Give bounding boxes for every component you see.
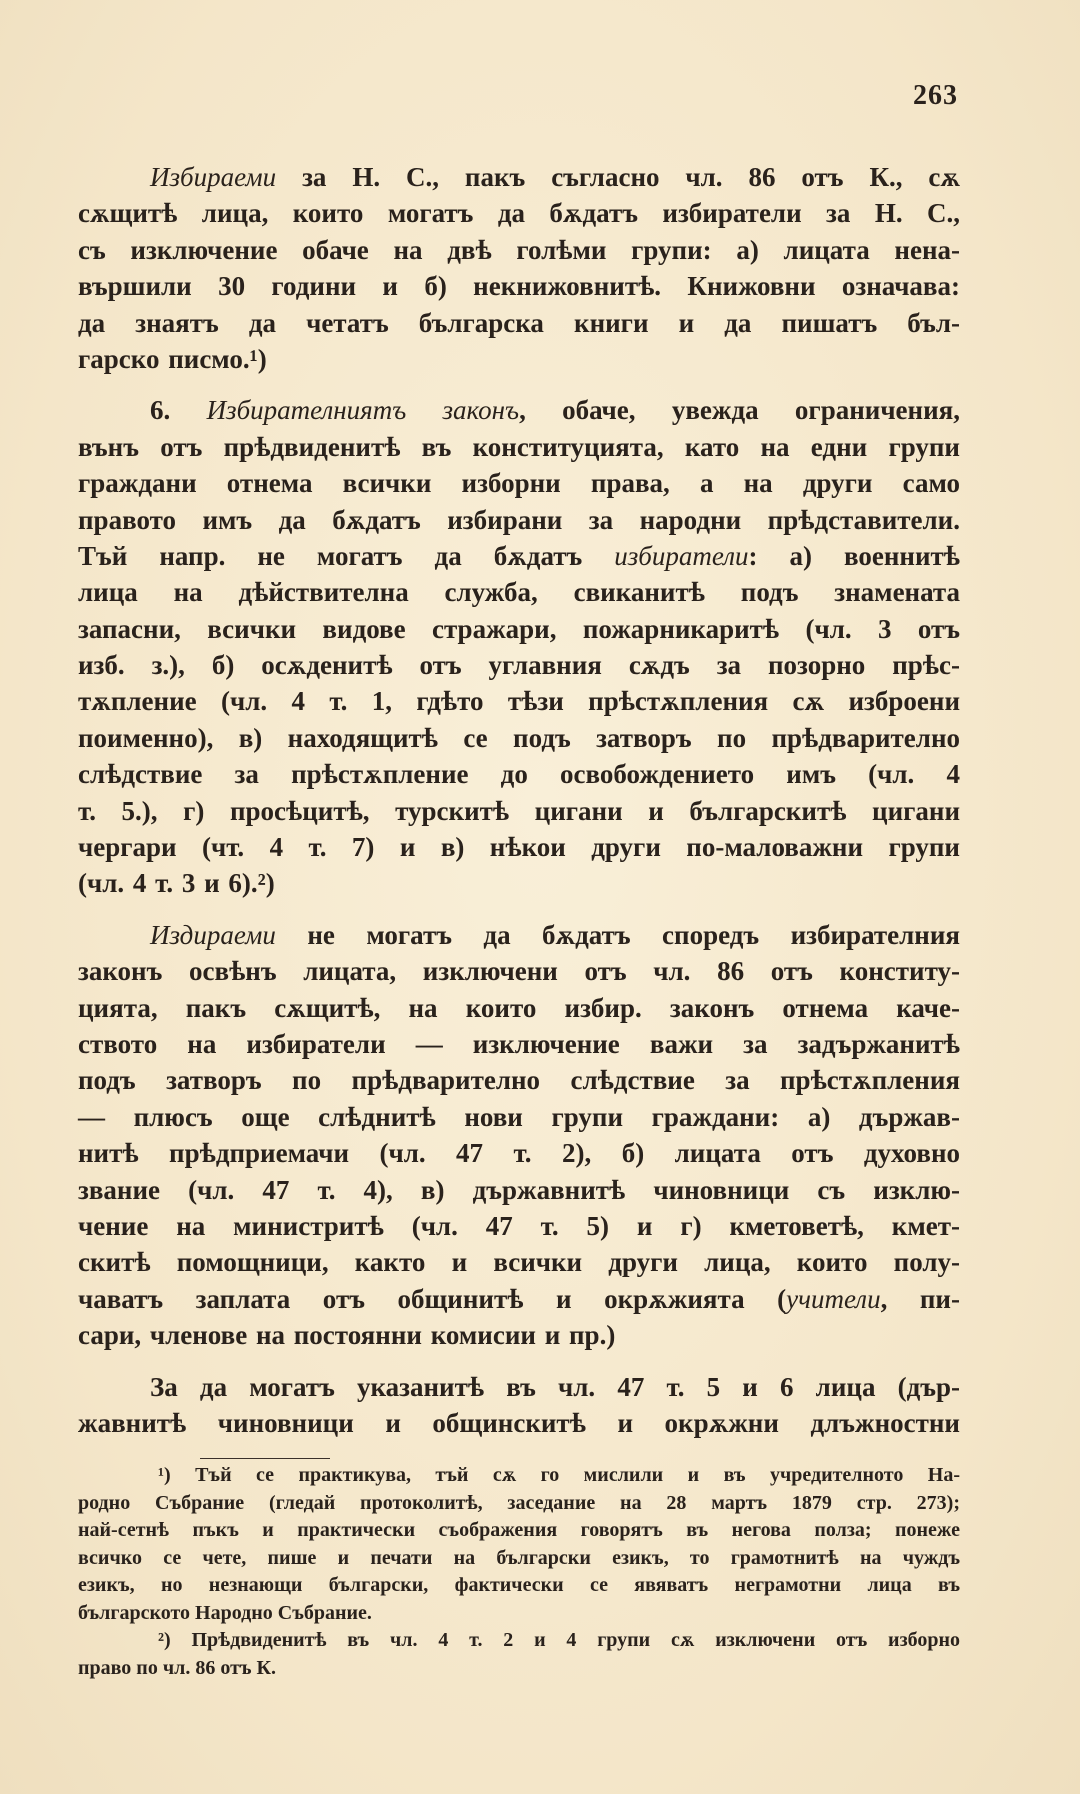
footnote-line: най-сетнѣ пъкъ и практически съображения говорятъ въ негова полза; понеже <box>78 1519 960 1541</box>
text-line <box>78 232 960 268</box>
text-line <box>78 953 960 989</box>
text-line <box>78 793 960 829</box>
italic-term: избиратели <box>614 540 749 571</box>
text-line <box>78 756 960 792</box>
text-segment: т. 5.), г) просѣцитѣ, турскитѣ цигани и българскитѣ цигани <box>78 795 960 826</box>
text-line <box>78 1244 960 1280</box>
text-segment: подъ затворъ по прѣдварително слѣдствие за прѣстѫпления <box>78 1065 960 1096</box>
text-line <box>78 1099 960 1135</box>
text-segment: : а) военнитѣ <box>748 540 960 571</box>
text-line <box>78 1405 960 1441</box>
text-segment: Тъй напр. не могатъ да бѫдатъ <box>78 540 615 571</box>
text-line <box>78 429 960 465</box>
text-segment: тѫпление (чл. 4 т. 1, гдѣто тѣзи прѣстѫпления сѫ изброени <box>78 686 960 717</box>
text-segment: , пи- <box>880 1283 960 1314</box>
text-segment: 6. <box>150 395 207 426</box>
text-line <box>78 574 960 610</box>
text-line <box>78 538 960 574</box>
text-line <box>78 647 960 683</box>
paragraph <box>78 1369 960 1442</box>
text-segment: — плюсъ още слѣднитѣ нови групи граждани: а) държав- <box>78 1101 960 1132</box>
text-segment: (чл. 4 т. 3 и 6).²) <box>78 868 275 899</box>
text-segment: ството на избиратели — изключение важи за задържанитѣ <box>78 1028 960 1059</box>
text-segment: запасни, всички видове стражари, пожарникаритѣ (чл. 3 отъ <box>78 613 960 644</box>
text-line <box>78 268 960 304</box>
text-line <box>78 990 960 1026</box>
text-segment: граждани отнема всички изборни права, а на други само <box>78 468 960 499</box>
text-segment: чаватъ заплата отъ общинитѣ и окрѫжията ( <box>78 1283 787 1314</box>
paragraph <box>78 159 960 377</box>
text-segment: нитѣ прѣдприемачи (чл. 47 т. 2), б) лицата отъ духовно <box>78 1138 960 1169</box>
text-line <box>78 683 960 719</box>
text-line <box>78 829 960 865</box>
text-line <box>78 1208 960 1244</box>
italic-term: Издираеми <box>150 919 276 950</box>
text-line <box>78 917 960 953</box>
text-segment: , обаче, увежда ограничения, <box>519 395 960 426</box>
text-segment: скитѣ помощници, както и всички други лица, които полу- <box>78 1247 960 1278</box>
italic-term: учители <box>786 1283 881 1314</box>
text-segment: слѣдствие за прѣстѫпление до освобождението имъ (чл. 4 <box>78 759 960 790</box>
main-text <box>78 159 960 1456</box>
text-line <box>78 1281 960 1317</box>
text-segment: звание (чл. 47 т. 4), в) държавнитѣ чиновници съ изклю- <box>78 1174 960 1205</box>
footnote-line: родно Събрание (гледай протоколитѣ, заседание на 28 мартъ 1879 стр. 273); <box>78 1491 960 1514</box>
text-segment: жавнитѣ чиновници и общинскитѣ и окрѫжни длъжностни <box>78 1407 960 1438</box>
text-segment: за Н. С., пакъ съгласно чл. 86 отъ К., сѫ <box>276 162 960 192</box>
italic-term: Избираеми <box>150 162 277 192</box>
text-line <box>78 1026 960 1062</box>
text-line <box>78 465 960 501</box>
text-segment: сари, членове на постоянни комисии и пр.) <box>78 1320 616 1351</box>
text-line <box>78 305 960 341</box>
footnote-line: право по чл. 86 отъ К. <box>78 1656 277 1679</box>
text-segment: вънъ отъ прѣдвиденитѣ въ конституцията, като на едни групи <box>78 431 960 462</box>
text-segment: вършили 30 години и б) некнижовнитѣ. Книжовни означава: <box>78 271 960 302</box>
text-line <box>78 1369 960 1405</box>
text-line <box>78 159 960 195</box>
paragraph <box>78 917 960 1354</box>
text-line <box>78 720 960 756</box>
footnote-line: ¹) Тъй се практикува, тъй сѫ го мислили и въ учредителното На- <box>158 1464 960 1486</box>
text-segment: чение на министритѣ (чл. 47 т. 5) и г) кметоветѣ, кмет- <box>78 1210 960 1241</box>
footnote-line: ²) Прѣдвиденитѣ въ чл. 4 т. 2 и 4 групи сѫ изключени отъ изборно <box>158 1629 960 1651</box>
text-segment: цията, пакъ сѫщитѣ, на които избир. законъ отнема каче- <box>78 992 960 1023</box>
page-number: 263 <box>913 80 958 111</box>
text-segment: правото имъ да бѫдатъ избирани за народни прѣдставители. <box>78 504 960 535</box>
text-segment: чергари (чт. 4 т. 7) и в) нѣкои други по-маловажни групи <box>78 832 960 863</box>
text-segment: законъ освѣнъ лицата, изключени отъ чл. 86 отъ конститу- <box>78 956 960 987</box>
footnotes <box>78 1462 960 1682</box>
text-line <box>78 502 960 538</box>
text-line <box>78 392 960 428</box>
text-segment: лица на дѣйствителна служба, свиканитѣ подъ знамената <box>78 577 960 608</box>
text-line <box>78 611 960 647</box>
footnote-line: всичко се чете, пише и печати на български езикъ, то грамотнитѣ на чуждъ <box>78 1546 960 1569</box>
footnote-line: българското Народно Събрание. <box>78 1601 372 1624</box>
text-segment: сѫщитѣ лица, които могатъ да бѫдатъ избиратели за Н. С., <box>78 198 960 229</box>
italic-term: Избирателниятъ законъ <box>206 395 520 426</box>
text-segment: изб. з.), б) осѫденитѣ отъ углавния сѫдъ за позорно прѣс- <box>78 650 960 681</box>
text-segment: поименно), в) находящитѣ се подъ затворъ по прѣдварително <box>78 722 960 753</box>
text-line <box>78 1062 960 1098</box>
text-line <box>78 1317 960 1353</box>
text-segment: съ изключение обаче на двѣ голѣми групи: а) лицата нена- <box>78 234 960 265</box>
text-line <box>78 865 960 901</box>
text-segment: да знаятъ да четатъ българска книги и да пишатъ бъл- <box>78 307 960 338</box>
text-line <box>78 1135 960 1171</box>
footnote-separator <box>200 1458 330 1459</box>
paragraph <box>78 392 960 901</box>
text-segment: не могатъ да бѫдатъ споредъ избирателния <box>275 919 960 950</box>
text-line <box>78 195 960 231</box>
text-segment: За да могатъ указанитѣ въ чл. 47 т. 5 и 6 лица (дър- <box>150 1371 960 1402</box>
text-line <box>78 341 960 377</box>
text-segment: гарско писмо.¹) <box>78 343 267 374</box>
text-line <box>78 1172 960 1208</box>
footnote-line: езикъ, но незнающи български, фактически се явяватъ неграмотни лица въ <box>78 1574 960 1596</box>
